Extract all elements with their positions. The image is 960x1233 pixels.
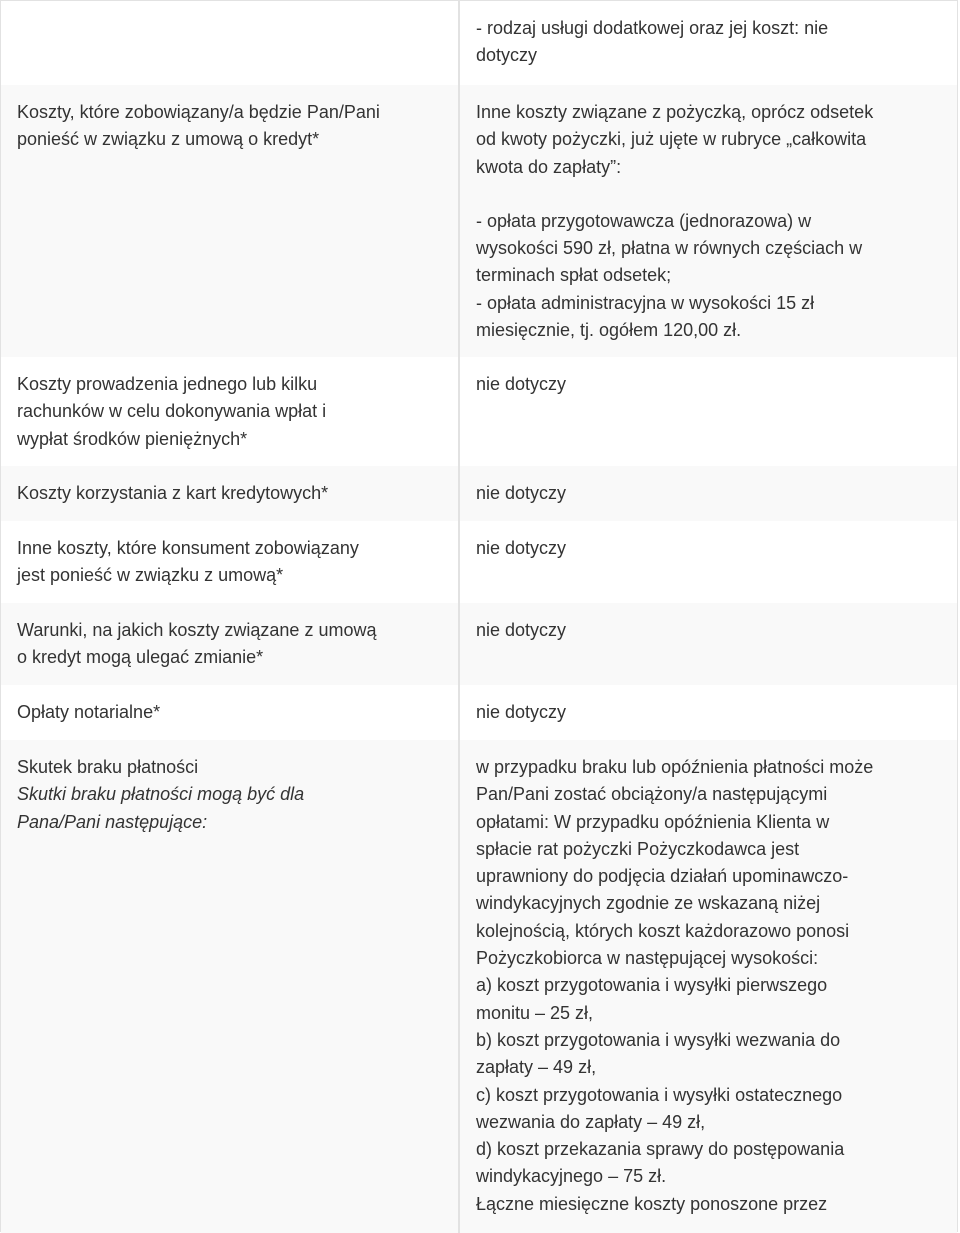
table-row-loan-costs bbox=[1, 85, 957, 357]
row-value-cell bbox=[460, 357, 957, 466]
value-line: w przypadku braku lub opóźnienia płatności może bbox=[476, 757, 874, 777]
label-line: rachunków w celu dokonywania wpłat i bbox=[17, 401, 327, 422]
value-line: uprawniony do podjęcia działań upominawczo- bbox=[476, 866, 849, 887]
value-line: kwota do zapłaty”: bbox=[476, 156, 622, 177]
row-value-cell bbox=[460, 1, 957, 85]
value-line: d) koszt przekazania sprawy do postępowania bbox=[476, 1139, 845, 1160]
value-line: wezwania do zapłaty – 49 zł, bbox=[476, 1111, 706, 1132]
row-label-cell bbox=[1, 85, 460, 357]
value-line: nie dotyczy bbox=[476, 538, 567, 558]
row-value-cell bbox=[460, 603, 957, 685]
value-line: opłatami: W przypadku opóźnienia Klienta w bbox=[476, 811, 830, 832]
label-line-italic: Skutki braku płatności mogą być dla bbox=[17, 784, 305, 805]
label-line: Koszty, które zobowiązany/a będzie Pan/Pani bbox=[17, 102, 380, 122]
row-value-cell bbox=[460, 85, 957, 357]
value-line: nie dotyczy bbox=[476, 374, 567, 394]
table-row-cost-change-conditions bbox=[1, 603, 957, 685]
label-line: wypłat środków pieniężnych* bbox=[17, 428, 248, 449]
value-line: spłacie rat pożyczki Pożyczkodawca jest bbox=[476, 838, 800, 859]
row-label-cell bbox=[1, 357, 460, 466]
table-row-other-costs bbox=[1, 521, 957, 603]
row-label-cell bbox=[1, 521, 460, 603]
value-line: Pożyczkobiorca w następującej wysokości: bbox=[476, 948, 819, 969]
label-line: Skutek braku płatności bbox=[17, 757, 199, 777]
row-label-cell bbox=[1, 1, 460, 85]
value-line: b) koszt przygotowania i wysyłki wezwania do bbox=[476, 1029, 841, 1050]
label-line: ponieść w związku z umową o kredyt* bbox=[17, 129, 320, 150]
row-label-cell bbox=[1, 466, 460, 521]
value-line: kolejnością, których koszt każdorazowo ponosi bbox=[476, 920, 850, 941]
value-line: dotyczy bbox=[476, 45, 538, 66]
label-line: jest ponieść w związku z umową* bbox=[17, 565, 284, 586]
row-value-cell bbox=[460, 521, 957, 603]
value-line: Inne koszty związane z pożyczką, oprócz odsetek bbox=[476, 102, 874, 122]
row-label-cell bbox=[1, 603, 460, 685]
paragraph-gap bbox=[476, 181, 943, 208]
value-line: - rodzaj usługi dodatkowej oraz jej koszt: nie bbox=[476, 18, 829, 38]
row-value-cell bbox=[460, 685, 957, 740]
value-line: nie dotyczy bbox=[476, 483, 567, 503]
row-value-cell bbox=[460, 740, 957, 1233]
value-line: windykacyjnych zgodnie ze wskazaną niżej bbox=[476, 893, 821, 914]
table-row-account-costs bbox=[1, 357, 957, 466]
row-label-cell bbox=[1, 685, 460, 740]
label-line: Koszty prowadzenia jednego lub kilku bbox=[17, 374, 318, 394]
value-line: a) koszt przygotowania i wysyłki pierwszego bbox=[476, 975, 828, 996]
value-line: zapłaty – 49 zł, bbox=[476, 1057, 597, 1078]
row-label-cell bbox=[1, 740, 460, 1233]
value-line: monitu – 25 zł, bbox=[476, 1002, 594, 1023]
label-line: Warunki, na jakich koszty związane z umową bbox=[17, 620, 377, 640]
label-line-italic: Pana/Pani następujące: bbox=[17, 811, 208, 832]
label-line: o kredyt mogą ulegać zmianie* bbox=[17, 647, 264, 668]
value-line: nie dotyczy bbox=[476, 620, 567, 640]
row-value-cell bbox=[460, 466, 957, 521]
label-line: Inne koszty, które konsument zobowiązany bbox=[17, 538, 359, 558]
table-row-additional-service bbox=[1, 1, 957, 85]
label-line: Opłaty notarialne* bbox=[17, 702, 161, 722]
table-row-non-payment-consequences bbox=[1, 740, 957, 1233]
value-line: miesięcznie, tj. ogółem 120,00 zł. bbox=[476, 320, 742, 341]
value-line: Pan/Pani zostać obciążony/a następującymi bbox=[476, 784, 828, 805]
table-row-credit-card-costs bbox=[1, 466, 957, 521]
table-row-notary-fees bbox=[1, 685, 957, 740]
value-line: Łączne miesięczne koszty ponoszone przez bbox=[476, 1193, 828, 1214]
value-line: wysokości 590 zł, płatna w równych częściach w bbox=[476, 238, 863, 259]
value-line: - opłata przygotowawcza (jednorazowa) w bbox=[476, 210, 812, 231]
label-line: Koszty korzystania z kart kredytowych* bbox=[17, 483, 329, 503]
value-line: nie dotyczy bbox=[476, 702, 567, 722]
value-line: terminach spłat odsetek; bbox=[476, 265, 672, 286]
value-line: c) koszt przygotowania i wysyłki ostatecznego bbox=[476, 1084, 843, 1105]
value-line: od kwoty pożyczki, już ujęte w rubryce „całkowita bbox=[476, 129, 867, 150]
value-line: - opłata administracyjna w wysokości 15 zł bbox=[476, 292, 815, 313]
value-line: windykacyjnego – 75 zł. bbox=[476, 1166, 667, 1187]
